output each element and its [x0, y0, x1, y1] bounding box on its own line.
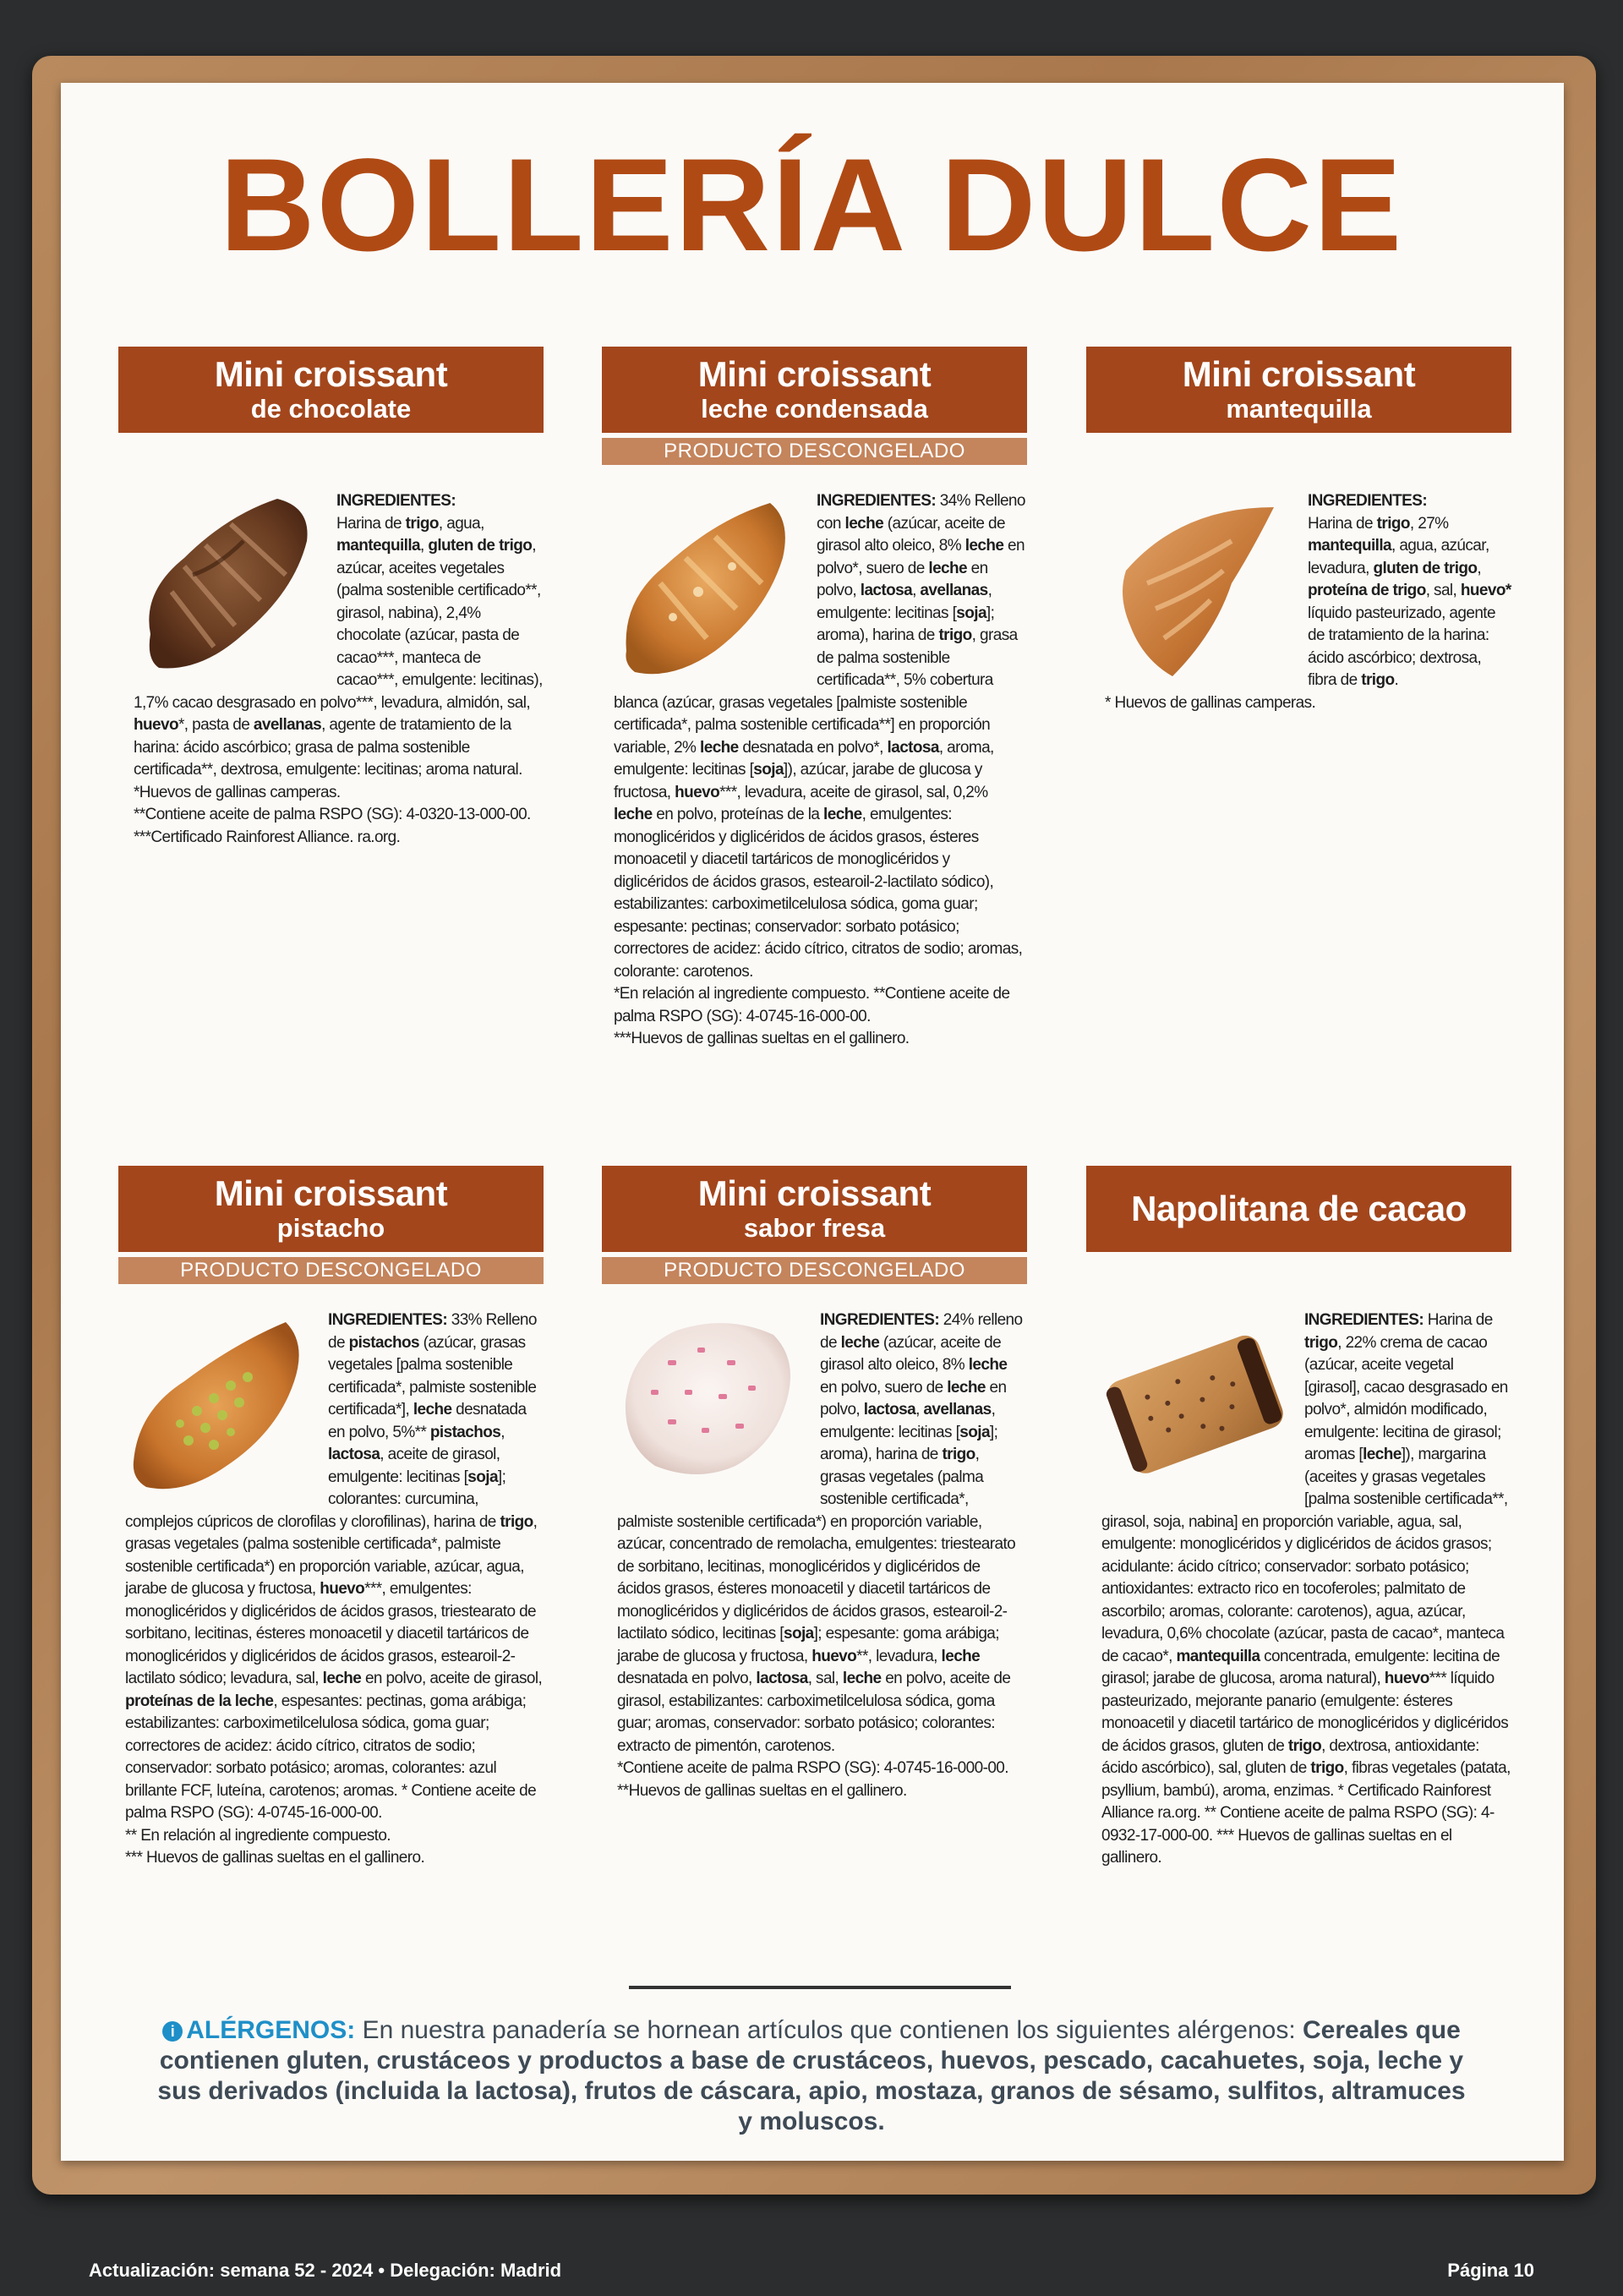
product-name-line1: Napolitana de cacao [1131, 1189, 1467, 1228]
ingredients-text: INGREDIENTES: Harina de trigo, 27% mantequilla, agua, azúcar, levadura, gluten de trigo, proteína de trigo, sal, huevo* líquido pasteurizado, agente de tratamiento de la harina: ácido ascórbico; dextrosa, fibra de trigo. * Huevos de gallinas camperas. [1105, 492, 1511, 712]
product-card-leche-condensada [602, 347, 1027, 1051]
product-banner [1086, 347, 1511, 433]
pistachio-croissant-image [125, 1309, 320, 1504]
chocolate-croissant-image [134, 490, 328, 685]
allergen-list: Cereales que contienen gluten, crustáceos y productos a base de crustáceos, huevos, pescado, cacahuetes, soja, leche y sus derivados (incluida la lactosa), frutos de cáscara, apio, mostaza, granos de sésamo, sulfitos, altramuces y moluscos. [157, 2016, 1466, 2135]
divider [629, 1986, 1011, 1989]
product-card-fresa [602, 1166, 1027, 1802]
status-badge: PRODUCTO DESCONGELADO [602, 438, 1027, 465]
product-name-line1: Mini croissant [214, 1173, 448, 1213]
ingredients-text: INGREDIENTES: Harina de trigo, agua, mantequilla, gluten de trigo, azúcar, aceites vegetales (palma sostenible certificado**, girasol, nabina), 2,4% chocolate (azúcar, pasta de cacao***, manteca de cacao***, emulgente: lecitinas), 1,7% cacao desgrasado en polvo***, levadura, almidón, sal, huevo*, pasta de avellanas, agente de tratamiento de la harina: ácido ascórbico; grasa de palma sostenible certificada**, dextrosa, emulgente: lecitinas; aroma natural. *Huevos de gallinas camperas. **Contiene aceite de palma RSPO (SG): 4-0320-13-000-00. ***Certificado Rainforest Alliance. ra.org. [134, 492, 543, 846]
product-name-line2: mantequilla [1226, 394, 1372, 424]
allergen-notice [152, 2015, 1471, 2137]
product-banner [602, 347, 1027, 433]
product-name-line1: Mini croissant [697, 1173, 932, 1213]
product-banner [602, 1166, 1027, 1252]
allergen-label: ALÉRGENOS: [186, 2016, 356, 2044]
status-badge: PRODUCTO DESCONGELADO [118, 1257, 544, 1284]
page-title: BOLLERÍA DULCE [219, 132, 1404, 279]
butter-croissant-image [1105, 490, 1299, 685]
allergen-intro: En nuestra panadería se hornean artículos que contienen los siguientes alérgenos: [355, 2016, 1303, 2044]
product-name-line2: pistacho [276, 1213, 385, 1243]
strawberry-croissant-image [617, 1309, 812, 1504]
ingredients-text: INGREDIENTES: 34% Relleno con leche (azúcar, aceite de girasol alto oleico, 8% leche en polvo*, suero de leche en polvo, lactosa, avellanas, emulgente: lecitinas [soja]; aroma), harina de trigo, grasa de palma sostenible certificada**, 5% cobertura blanca (azúcar, grasas vegetales [palmiste sostenible certificada*, palma sostenible certificada**] en proporción variable, 2% leche desnatada en polvo*, lactosa, aroma, emulgente: lecitinas [soja]), azúcar, jarabe de glucosa y fructosa, huevo***, levadura, aceite de girasol, sal, 0,2% leche en polvo, proteínas de la leche, emulgentes: monoglicéridos y diglicéridos de ácidos grasos, ésteres monoacetil y diacetil tartáricos de monoglicéridos y diglicéridos de ácidos grasos, estearoil-2-lactilato sódico), estabilizantes: carboximetilcelulosa sódica, goma guar; espesante: pectinas; conservador: sorbato potásico; correctores de acidez: ácido cítrico, citratos de sodio; aromas, colorante: carotenos. *En relación al ingrediente compuesto. **Contiene aceite de palma RSPO (SG): 4-0745-16-000-00. ***Huevos de gallinas sueltas en el gallinero. [614, 492, 1025, 1047]
product-banner [1086, 1166, 1511, 1252]
ingredients-text: INGREDIENTES: 24% relleno de leche (azúcar, aceite de girasol alto oleico, 8% leche en polvo, suero de leche en polvo, lactosa, avellanas, emulgente: lecitinas [soja]; aroma), harina de trigo, grasas vegetales (palma sostenible certificada*, palmiste sostenible certificada*) en proporción variable, azúcar, concentrado de remolacha, emulgentes: triestearato de sorbitano, lecitinas, monoglicéridos y diglicéridos de ácidos grasos, ésteres monoacetil y diacetil tartáricos de monoglicéridos y diglicéridos de ácidos grasos, estearoil-2-lactilato sódico, lecitinas [soja]; espesante: goma arábiga; jarabe de glucosa y fructosa, huevo**, levadura, leche desnatada en polvo, lactosa, sal, leche en polvo, aceite de girasol, estabilizantes: carboximetilcelulosa sódica, goma guar; aromas, conservador: sorbato potásico; colorantes: extracto de pimentón, carotenos. *Contiene aceite de palma RSPO (SG): 4-0745-16-000-00. **Huevos de gallinas sueltas en el gallinero. [617, 1311, 1023, 1800]
condensed-milk-croissant-image [614, 490, 808, 685]
status-badge: PRODUCTO DESCONGELADO [602, 1257, 1027, 1284]
product-card-mantequilla [1086, 347, 1511, 714]
product-banner [118, 347, 544, 433]
ingredients-text: INGREDIENTES: Harina de trigo, 22% crema de cacao (azúcar, aceite vegetal [girasol], cacao desgrasado en polvo*, almidón modificado, emulgente: lecitina de girasol; aromas [leche]), margarina (aceites y grasas vegetales [palma sostenible certificada**, girasol, soja, nabina] en proporción variable, agua, sal, emulgente: monoglicéridos y diglicéridos de ácidos grasos; acidulante: ácido cítrico; conservador: sorbato potásico; antioxidantes: extracto rico en tocoferoles; palmitato de ascorbilo; aromas, colorante: carotenos), agua, azúcar, levadura, 0,6% chocolate (azúcar, pasta de cacao*, manteca de cacao*, mantequilla concentrada, emulgente: lecitina de girasol; jarabe de glucosa, aroma natural), huevo*** líquido pasteurizado, mejorante panario (emulgente: ésteres monoacetil y diacetil tartárico de monoglicéridos y diglicéridos de ácidos grasos, gluten de trigo, dextrosa, antioxidante: ácido ascórbico), sal, gluten de trigo, fibras vegetales (patata, psyllium, bambú), aroma, enzimas. * Certificado Rainforest Alliance ra.org. ** Contiene aceite de palma RSPO (SG): 4-0932-17-000-00. *** Huevos de gallinas sueltas en el gallinero. [1101, 1311, 1511, 1867]
product-name-line2: leche condensada [701, 394, 928, 424]
product-name-line1: Mini croissant [1182, 354, 1416, 394]
ingredients-text: INGREDIENTES: 33% Relleno de pistachos (azúcar, grasas vegetales [palma sostenible certificada*, palmiste sostenible certificada*], leche desnatada en polvo, 5%** pistachos, lactosa, aceite de girasol, emulgente: lecitinas [soja]; colorantes: curcumina, complejos cúpricos de clorofilas y clorofilinas), harina de trigo, grasas vegetales (palma sostenible certificada*, palmiste sostenible certificada*) en proporción variable, azúcar, agua, jarabe de glucosa y fructosa, huevo***, emulgentes: monoglicéridos y diglicéridos de ácidos grasos, triestearato de sorbitano, lecitinas, ésteres monoacetil y diacetil tartáricos de monoglicéridos y diglicéridos de ácidos grasos, estearoil-2-lactilato sódico; levadura, sal, leche en polvo, aceite de girasol, proteínas de la leche, espesantes: pectinas, goma arábiga; estabilizantes: carboximetilcelulosa sódica, goma guar; correctores de acidez: ácido cítrico, citratos de sodio; conservador: sorbato potásico; aromas, colorantes: azul brillante FCF, luteína, carotenos; aromas. * Contiene aceite de palma RSPO (SG): 4-0745-16-000-00. ** En relación al ingrediente compuesto. *** Huevos de gallinas sueltas en el gallinero. [125, 1311, 543, 1867]
footer-update-info: Actualización: semana 52 - 2024 • Delegación: Madrid [89, 2260, 562, 2281]
product-card-chocolate [118, 347, 544, 849]
product-banner [118, 1166, 544, 1252]
product-card-pistacho [118, 1166, 544, 1870]
product-name-line1: Mini croissant [214, 354, 448, 394]
page-number: Página 10 [1447, 2260, 1534, 2281]
product-name-line2: sabor fresa [743, 1213, 886, 1243]
napolitana-image [1101, 1309, 1296, 1500]
product-name-line2: de chocolate [250, 394, 412, 424]
product-card-napolitana [1086, 1166, 1511, 1870]
info-icon: i [162, 2021, 183, 2042]
product-name-line1: Mini croissant [697, 354, 932, 394]
